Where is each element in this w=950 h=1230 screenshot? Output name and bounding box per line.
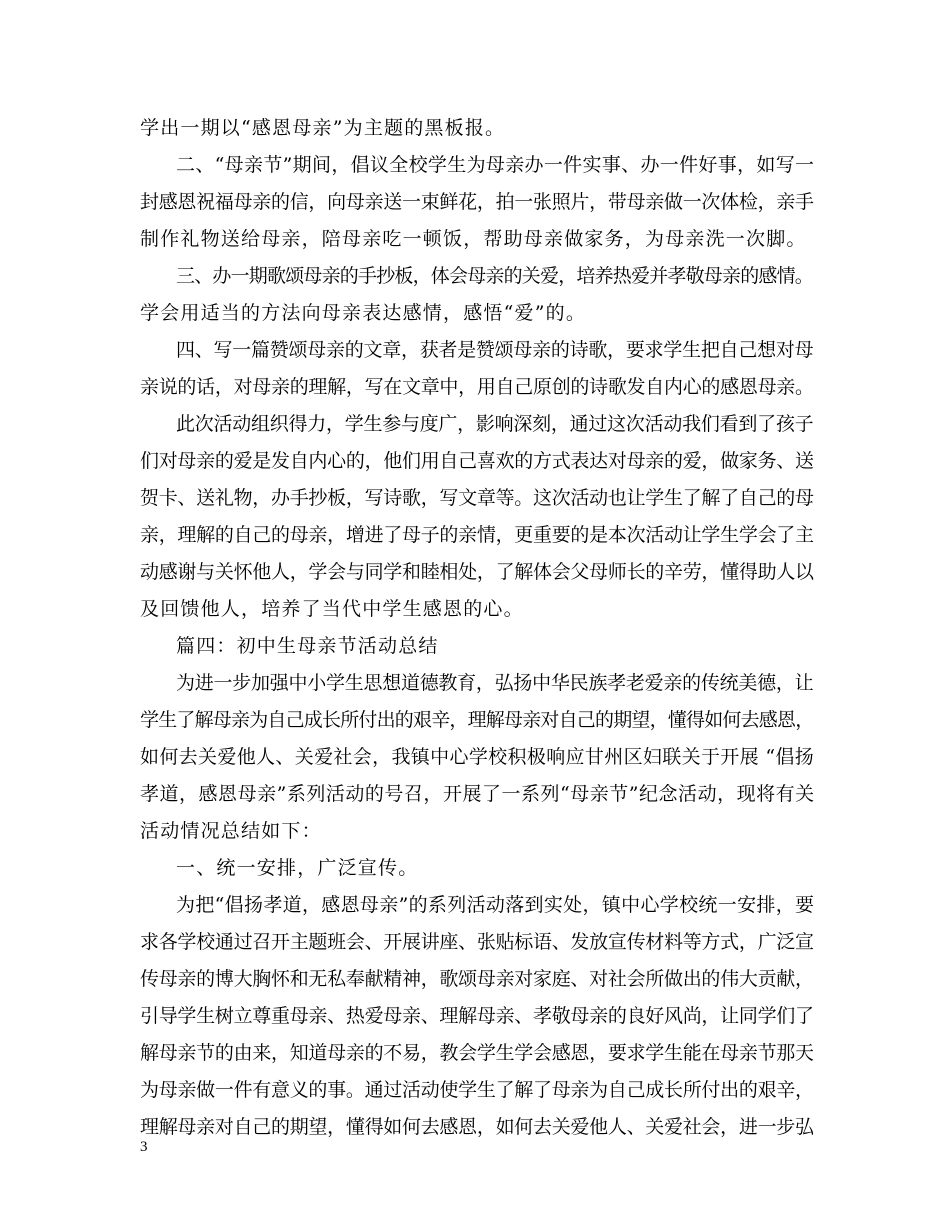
paragraph-three-start: 三、办一期歌颂母亲的手抄板，体会母亲的关爱，培养热爱并孝敬母亲的感情。 (176, 265, 814, 287)
text-line: 解母亲节的由来，知道母亲的不易，教会学生学会感恩，要求学生能在母亲节那天 (140, 1042, 814, 1064)
subsection-heading: 一、统一安排，广泛宣传。 (176, 857, 419, 879)
text-line: 动感谢与关怀他人，学会与同学和睦相处，了解体会父母师长的辛劳，懂得助人以 (140, 561, 814, 583)
paragraph-intro-start: 为进一步加强中小学生思想道德教育，弘扬中华民族孝老爱亲的传统美德，让 (176, 672, 814, 694)
paragraph-four-start: 四、写一篇赞颂母亲的文章，获者是赞颂母亲的诗歌，要求学生把自己想对母 (176, 339, 814, 361)
paragraph-two-start: 二、“母亲节”期间，倡议全校学生为母亲办一件实事、办一件好事，如写一 (176, 154, 815, 176)
text-line: 为母亲做一件有意义的事。通过活动使学生了解了母亲为自己成长所付出的艰辛， (140, 1079, 814, 1101)
text-line: 学生了解母亲为自己成长所付出的艰辛，理解母亲对自己的期望，懂得如何去感恩， (140, 709, 814, 731)
text-line: 学出一期以“感恩母亲”为主题的黑板报。 (140, 117, 506, 139)
text-line: 封感恩祝福母亲的信，向母亲送一束鲜花，拍一张照片，带母亲做一次体检，亲手 (140, 191, 814, 213)
text-line: 亲，理解的自己的母亲，增进了母子的亲情，更重要的是本次活动让学生学会了主 (140, 524, 814, 546)
text-line: 孝道，感恩母亲”系列活动的号召，开展了一系列“母亲节”纪念活动，现将有关 (140, 783, 815, 805)
text-line: 理解母亲对自己的期望，懂得如何去感恩，如何去关爱他人、关爱社会，进一步弘 (140, 1116, 814, 1138)
text-line: 亲说的话，对母亲的理解，写在文章中，用自己原创的诗歌发自内心的感恩母亲。 (140, 376, 814, 398)
text-line: 求各学校通过召开主题班会、开展讲座、张贴标语、发放宣传材料等方式，广泛宣 (140, 931, 814, 953)
text-line: 引导学生树立尊重母亲、热爱母亲、理解母亲、孝敬母亲的良好风尚，让同学们了 (140, 1005, 814, 1027)
page-number: 3 (140, 1139, 148, 1155)
text-line: 如何去关爱他人、关爱社会，我镇中心学校积极响应甘州区妇联关于开展 “倡扬 (140, 746, 815, 768)
text-line: 学会用适当的方法向母亲表达感情，感悟“爱”的。 (140, 302, 587, 324)
text-line: 及回馈他人，培养了当代中学生感恩的心。 (140, 598, 524, 620)
paragraph-summary-start: 此次活动组织得力，学生参与度广，影响深刻，通过这次活动我们看到了孩子 (176, 413, 814, 435)
text-line: 活动情况总结如下： (140, 820, 322, 842)
paragraph-publicity-start: 为把“倡扬孝道，感恩母亲”的系列活动落到实处，镇中心学校统一安排，要 (176, 894, 815, 916)
text-line: 传母亲的博大胸怀和无私奉献精神，歌颂母亲对家庭、对社会所做出的伟大贡献， (140, 968, 814, 990)
text-line: 制作礼物送给母亲，陪母亲吃一顿饭，帮助母亲做家务，为母亲洗一次脚。 (140, 228, 807, 250)
text-line: 们对母亲的爱是发自内心的，他们用自己喜欢的方式表达对母亲的爱，做家务、送 (140, 450, 814, 472)
section-heading: 篇四：初中生母亲节活动总结 (176, 635, 439, 657)
text-line: 贺卡、送礼物，办手抄板，写诗歌，写文章等。这次活动也让学生了解了自己的母 (140, 487, 814, 509)
